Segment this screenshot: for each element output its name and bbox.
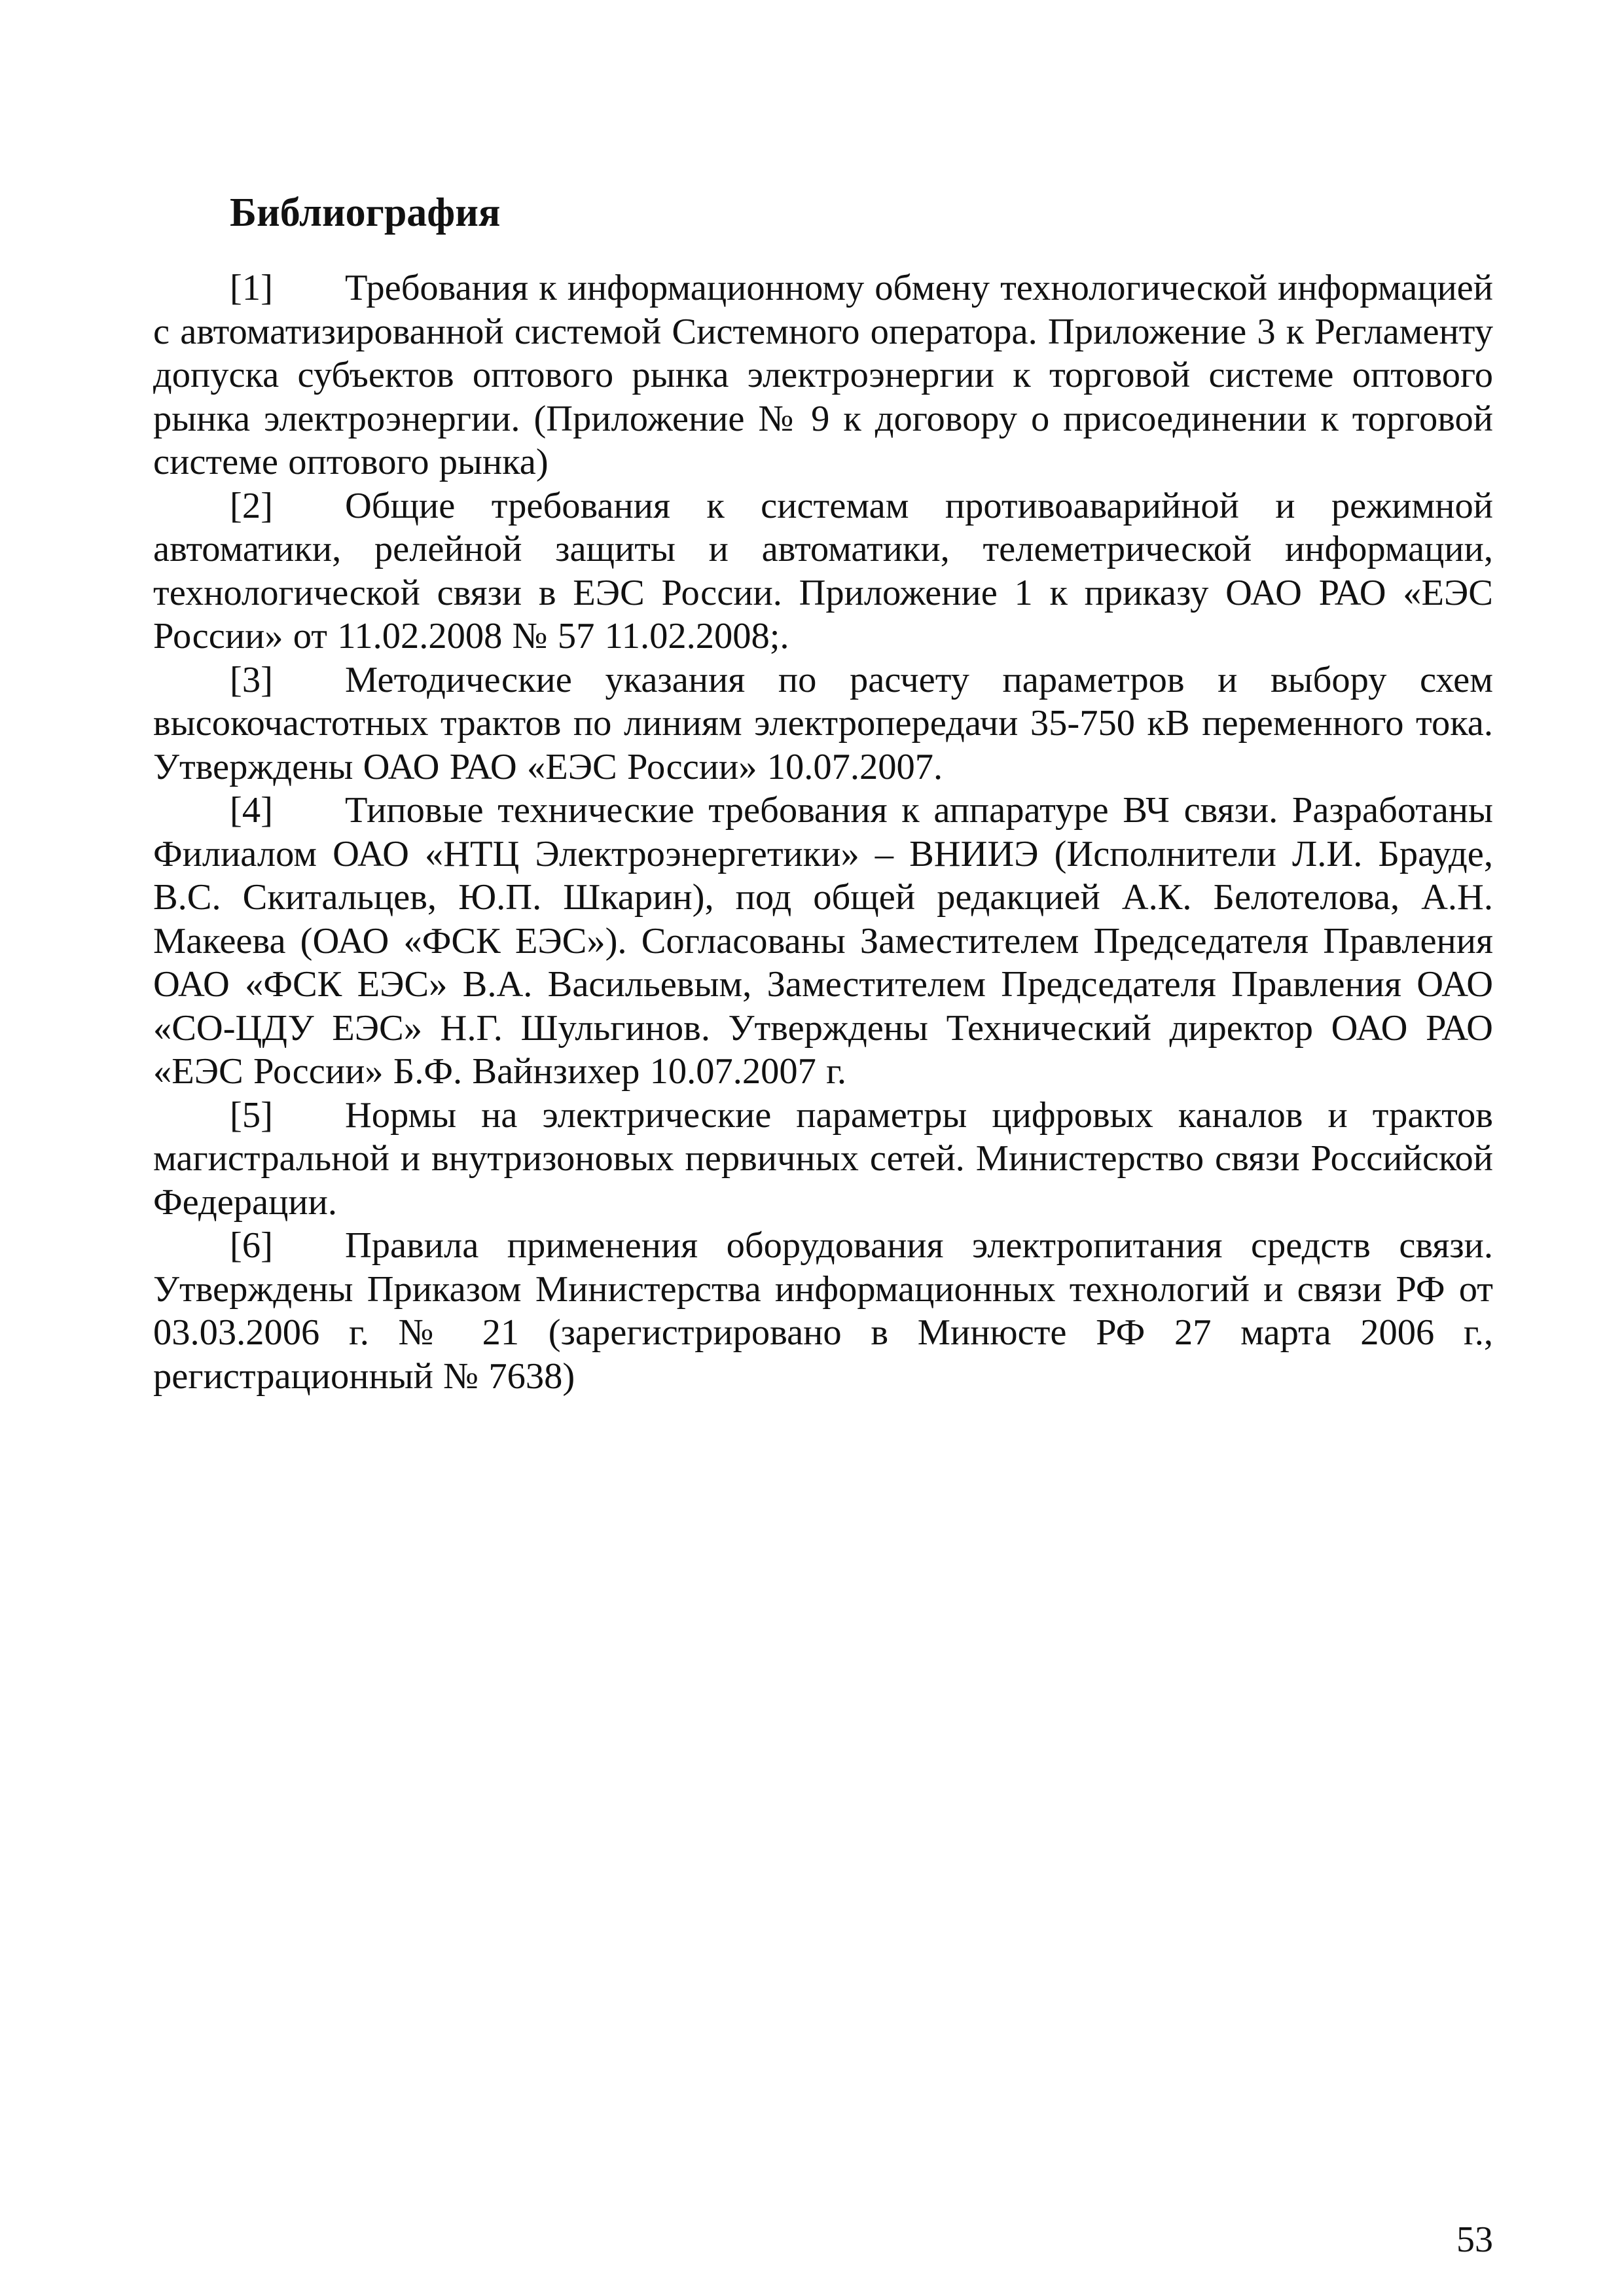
reference-text: Методические указания по расчету параметров и выбору схем высокочастотных трактов по линиям электропередачи 35-750 кВ переменного тока. Утверждены ОАО РАО «ЕЭС России» 10.07.2007.: [153, 659, 1493, 787]
reference-text: Типовые технические требования к аппаратуре ВЧ связи. Разработаны Филиалом ОАО «НТЦ Электроэнергетики» – ВНИИЭ (Исполнители Л.И. Брауде, В.С. Скитальцев, Ю.П. Шкарин), под общей редакцией А.К. Белотелова, А.Н. Макеева (ОАО «ФСК ЕЭС»). Согласованы Заместителем Председателя Правления ОАО «ФСК ЕЭС» В.А. Васильевым, Заместителем Председателя Правления ОАО «СО-ЦДУ ЕЭС» Н.Г. Шульгинов. Утверждены Технический директор ОАО РАО «ЕЭС России» Б.Ф. Вайнзихер 10.07.2007 г.: [153, 790, 1493, 1092]
bibliography-entry: [153, 266, 1493, 484]
reference-number: [2]: [230, 485, 273, 526]
page-number: 53: [1456, 2219, 1493, 2260]
reference-text: Общие требования к системам противоаварийной и режимной автоматики, релейной защиты и автоматики, телеметрической информации, технологической связи в ЕЭС России. Приложение 1 к приказу ОАО РАО «ЕЭС России» от 11.02.2008 № 57 11.02.2008;.: [153, 485, 1493, 656]
bibliography-list: [153, 266, 1493, 1398]
reference-text: Нормы на электрические параметры цифровых каналов и трактов магистральной и внутризоновых первичных сетей. Министерство связи Российской Федерации.: [153, 1094, 1493, 1223]
bibliography-entry: [153, 789, 1493, 1094]
bibliography-entry: [153, 484, 1493, 658]
reference-text: Требования к информационному обмену технологической информацией с автоматизированной системой Системного оператора. Приложение 3 к Регламенту допуска субъектов оптового рынка электроэнергии к торговой системе оптового рынка электроэнергии. (Приложение № 9 к договору о присоединении к торговой системе оптового рынка): [153, 268, 1493, 482]
bibliography-entry: [153, 658, 1493, 789]
reference-number: [6]: [230, 1225, 273, 1266]
reference-number: [3]: [230, 659, 273, 700]
reference-number: [5]: [230, 1094, 273, 1136]
reference-text: Правила применения оборудования электропитания средств связи. Утверждены Приказом Министерства информационных технологий и связи РФ от 03.03.2006 г. № 21 (зарегистрировано в Минюсте РФ 27 марта 2006 г., регистрационный № 7638): [153, 1225, 1493, 1397]
reference-number: [1]: [230, 268, 273, 308]
bibliography-entry: [153, 1224, 1493, 1398]
bibliography-entry: [153, 1094, 1493, 1225]
reference-number: [4]: [230, 790, 273, 831]
bibliography-heading: Библиография: [230, 190, 501, 235]
